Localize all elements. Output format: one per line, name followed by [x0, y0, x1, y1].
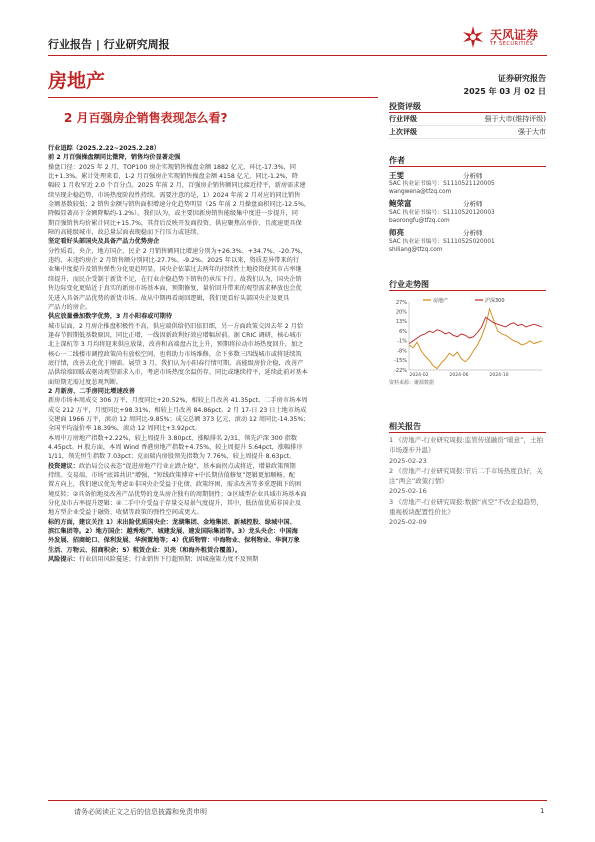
- text-line: 违约、未违约房企 2 月销售额分别同比-27.7%、-9.2%。2025 年以来，资质差异带来的行: [48, 257, 300, 265]
- author-name: 师亮: [389, 228, 404, 238]
- text-line: 成交 212 万平，月度同比+98.31%，相较上月改善 84.86pct。2 月 17-日 23 日土地市场成: [48, 406, 307, 414]
- text-line: 金额基数较低；2 销售金额与销售面积增速分化趋势明显（25 年前 2 月操盘面积同比-12.5%，: [48, 201, 311, 209]
- rating-value: 强于大市: [518, 128, 546, 136]
- trend-heading: 行业走势图: [389, 279, 546, 291]
- title-divider: [48, 97, 378, 98]
- text-line: 政治局会议表态“促进房地产行业止跌企稳”，基本面拐点或将近，增量政策预期: [78, 462, 296, 470]
- header-divider: [48, 55, 547, 56]
- logo-sub: TF SECURITIES: [490, 41, 534, 47]
- related-title[interactable]: 1 《房地产-行业研究周报:监管传递融资“暖意”，土拍市场逐步升温》: [389, 436, 543, 455]
- related-date: 2025-02-09: [389, 518, 427, 527]
- author-email[interactable]: shiliang@tfzq.com: [389, 247, 443, 254]
- text-line: 产品力的房企。: [48, 303, 92, 311]
- x-tick-label: 2024-02: [409, 373, 429, 378]
- tf-securities-logo: [460, 24, 560, 50]
- text-line: 外发展、招商蛇口、保利发展、华润置地等；4）优质物管：中海物业、保利物业、华润万象: [48, 537, 300, 545]
- paragraph: [48, 163, 378, 238]
- related-title[interactable]: 2 《房地产-行业研究周报:节后二手市场热度良好，关注“两会”政策行情》: [389, 466, 543, 486]
- author-role: 分析师: [463, 229, 483, 238]
- text-line: 品供给端回暖或驱动观望需求入市，考虑市场热度余温仍存，同比或继续持平，延续此前对基本: [48, 369, 308, 377]
- text-line: 续提升，而民企受制于新货不足，在行业企稳趋势下销售仍承压下行。故我们认为，国央企销: [48, 275, 302, 283]
- author-email[interactable]: baorongfu@tfzq.com: [389, 218, 450, 225]
- text-line: 本周中万房地产指数+2.22%，较上周提升 3.80pct，涨幅排名 2/31，领先沪深 300 指数: [48, 434, 298, 442]
- text-line: 逢春节假期低基数原因，同比正增，一线因新政利好效应增幅居前。据 CRIC 调研，核心城市: [48, 331, 302, 339]
- y-tick-label: -8%: [397, 348, 407, 355]
- footer-divider: [48, 800, 547, 801]
- y-tick-label: -1%: [397, 338, 407, 345]
- author-cert: SAC 执业证书编号：S1110520120003: [389, 209, 495, 216]
- text-line: 交建面 1966 万平，滚动 12 周同比-9.85%；成交总额 373 亿元，滚动 12 周同比-14.35%；: [48, 415, 310, 423]
- report-label: 证券研究报告: [498, 74, 546, 83]
- related-item[interactable]: [389, 435, 546, 466]
- author-name: 鲍荣富: [389, 199, 412, 209]
- text-line: 全国平均溢价率 18.39%，滚动 12 周同比+3.92pct。: [48, 425, 201, 433]
- paragraph: [48, 247, 378, 312]
- text-line: 城市层面，2 月房企推盘积极性不高，供应端供给仍旧依旧细，另一方面政策交因去年 2 月恰: [48, 322, 304, 330]
- y-tick-label: 27%: [395, 299, 407, 306]
- text-line: 行业信用风险蔓延；行业销售下行超预期；因城施策力度不及预期: [78, 556, 259, 564]
- text-line: 分性质看，央企、地方国企、民企 2 月销售额同比增速分别为+26.3%、+34.7%、-20.7%，: [48, 247, 307, 255]
- y-tick-label: 13%: [395, 319, 407, 326]
- legend-label: 沪深300: [485, 298, 505, 304]
- author-cert: SAC 执业证书编号：S1110525020001: [389, 238, 495, 245]
- text-line: 北上深杭等 3 月均将迎来供应放量，改善和高端盘占比上升，预期将拉动市场热度回升，加之: [48, 341, 304, 349]
- paragraph: [48, 462, 378, 518]
- author-card: [389, 199, 546, 226]
- rating-row: [389, 126, 546, 139]
- author-role: 分析师: [463, 200, 483, 209]
- related-item[interactable]: [389, 466, 546, 497]
- rating-row: [389, 113, 546, 126]
- text-line: 地方型企业受益于融资、收储等政策的弹性空间或更大。: [48, 509, 203, 517]
- related-panel: [389, 421, 546, 528]
- paragraph: [48, 396, 378, 461]
- report-body: [48, 144, 378, 564]
- text-line: 比+1.3%。累计处理来看，1-2 月百强房企实现销售操盘金额 4158 亿元，同比-1.2%，降: [48, 173, 299, 181]
- section-subheading: 坚定看好头部国央及具备产品力优势房企: [48, 238, 160, 246]
- rating-heading: 投资评级: [389, 101, 546, 113]
- legend-label: 房地产: [433, 298, 449, 304]
- report-title: 2 月百强房企销售表现怎么看?: [64, 111, 228, 125]
- x-tick-label: 2024-10: [489, 373, 509, 378]
- industry-name: 房地产: [48, 70, 106, 92]
- paragraph: [48, 518, 378, 555]
- text-line: 底行情，改善去化优于刚需。展望 3 月，我们认为小阳春行情可期，高能级房价企稳，改善产: [48, 359, 304, 367]
- report-type: 行业报告 | 行业研究周报: [48, 38, 170, 51]
- related-heading: 相关报告: [389, 421, 546, 433]
- text-line: 4.45pct。H 股方面，本周 Wind 香港房地产指数+4.75%，较上周提升 5.64pct，涨幅排序: [48, 444, 303, 451]
- text-line: 售边际变化更贴近于真实的新房市场基本面，预期修复，量价回升带来的观望需求释放也会优: [48, 285, 302, 293]
- paragraph: [48, 322, 378, 387]
- section-heading: 行业追踪（2025.2.22~2025.2.28）: [48, 145, 160, 152]
- y-tick-label: 6%: [399, 328, 407, 335]
- series-line: [409, 317, 542, 343]
- rating-key: 上次评级: [389, 128, 417, 136]
- logo-name: 天风证券: [490, 28, 539, 42]
- text-line: 障的高能级城市，故总量层面表现稳而下行压力或延续。: [48, 229, 203, 237]
- x-tick-label: 2024-06: [449, 373, 469, 378]
- author-email[interactable]: wangwena@tfzq.com: [389, 189, 452, 196]
- text-line: 先进入具备产品优势的新货市场。故从中期再看商回逻辑，我们更看好头部国央企及更具: [48, 294, 290, 302]
- section-subheading: 前 2 月百强操盘额同比微降，销售均价显著走强: [48, 154, 181, 162]
- text-line: 生活、万物云、招商积余；5）租赁企业：贝壳（和海外租赁合覆盖）。: [48, 546, 242, 554]
- related-title[interactable]: 3 《房地产-行业研究周报:数据“真空”不改企稳趋势，重视板块配置性价比》: [389, 497, 543, 517]
- section-subheading: 供应放量叠加数字优势，3 月小阳春或可期待: [48, 313, 173, 321]
- related-item[interactable]: [389, 497, 546, 528]
- text-line: 置方向上，我们建议优先考虑①非国央企受益于化债、政策纾困，需求改善等多重逻辑下的困: [48, 481, 302, 489]
- report-date: 2025 年 03 月 02 日: [463, 87, 546, 96]
- text-line: 1/11，领先恒生指数 7.03pct；克而瑞内房股领先指数为 7.76%，较上周提升 8.63pct。: [48, 453, 296, 461]
- y-tick-label: 20%: [395, 309, 407, 316]
- disclaimer: 请务必阅读正文之后的信息披露和免责申明: [74, 808, 207, 816]
- section-subheading: 风险提示：: [48, 556, 79, 564]
- text-line: 新房市场本周成交 306 万平，月度同比+20.52%，相较上月改善 41.35pct。二手房市场本周: [48, 397, 308, 405]
- text-line: 业集中度提升及销售弹性分化更趋明显，国央企依靠过去两年的持续性土地投资使其市占率继: [48, 266, 302, 274]
- author-role: 分析师: [463, 171, 483, 180]
- authors-heading: 作者: [389, 155, 546, 167]
- related-date: 2025-02-23: [389, 456, 427, 465]
- section-subheading: 2 月新房、二手房同比增速改善: [48, 387, 135, 395]
- text-line: 核心一二线楼市调控政策尚有放松空间，也将助力市场维修，余下多数三四线城市或将延续筑: [48, 350, 302, 358]
- text-line: 降幅显著高于金额降幅约-1.2%）。我们认为，或主要因新房销售能级集中度进一步提升，同: [48, 210, 298, 218]
- text-line: 标的方面，建议关注 1）未出险优质国央企：龙湖集团、金地集团、新城控股、绿城中国、: [48, 518, 296, 526]
- text-line: 续呈现企稳趋势，市场热度阶段性持续。需要注意的是，1）2024 年前 2 月对应的同比销售: [48, 191, 301, 199]
- section-subheading: 投资建议：: [48, 462, 79, 470]
- rating-value: 强于大市(维持评级): [484, 115, 546, 123]
- text-line: 境反转；②具备拍地及改善产品优势的龙头房企独有的周期韧性；③区域型企业具域市场基本面: [48, 490, 307, 498]
- author-card: [389, 228, 546, 255]
- text-line: 面短期无需过度悲观判断。: [48, 378, 123, 386]
- text-line: 分化及市占率提升逻辑；④二手中介受益于存量交易景气度提升，其中，低估值优质非国企及: [48, 500, 302, 508]
- rating-panel: [389, 101, 546, 139]
- related-date: 2025-02-16: [389, 487, 427, 496]
- series-line: [409, 309, 542, 369]
- text-line: 操盘口径：2025 年 2 月，TOP100 房企实现销售操盘金额 1882 亿元，环比-17.3%，同: [48, 163, 296, 171]
- trend-chart: [389, 296, 546, 378]
- y-tick-label: -15%: [394, 358, 407, 365]
- author-cert: SAC 执业证书编号：S1110521120005: [389, 181, 495, 187]
- rating-key: 行业评级: [389, 115, 417, 123]
- author-name: 王雯: [389, 170, 404, 180]
- text-line: 期百强销售均价累计同比+15.7%，其背后反映开发商投资、供应聚焦高单价、且流速更具保: [48, 219, 302, 227]
- chart-source: 资料来源：聚源数据: [389, 380, 435, 386]
- logo-mark-icon: [460, 24, 486, 50]
- text-line: 滨江集团等。2）地方国企：越秀地产、城建发展、建发国际集团等。3）龙头央企：中国海: [48, 528, 298, 536]
- text-line: 幅较 1 月收窄近 2.0 个百分点。2025 年前 2 月，百强房企销售额同比接近持平，新房需求建: [48, 182, 306, 190]
- y-tick-label: -22%: [394, 367, 407, 374]
- author-card: [389, 170, 546, 197]
- page-number: 1: [540, 807, 545, 815]
- text-line: 持续。交易端，市场“底部共识”增强，“短线政策博弈+中长期估值修复”逻辑更加顺畅。配: [48, 472, 295, 480]
- authors-panel: [389, 155, 546, 254]
- trend-panel: [389, 279, 546, 291]
